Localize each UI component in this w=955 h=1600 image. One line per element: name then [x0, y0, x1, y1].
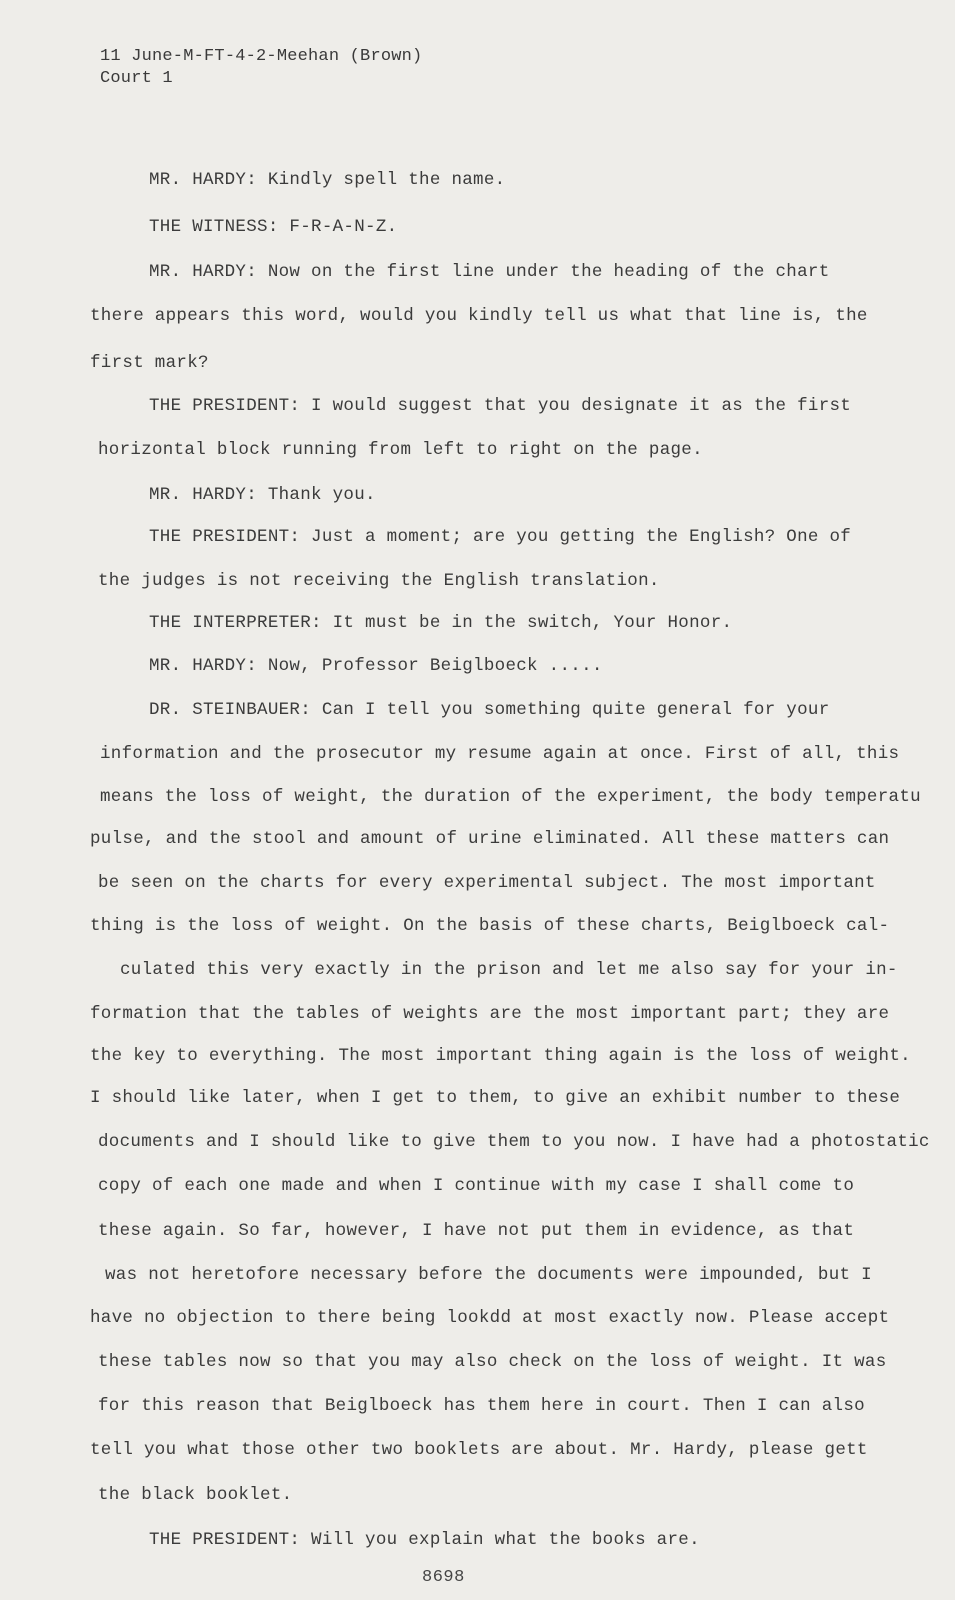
- transcript-line: MR. HARDY: Now on the first line under the heading of the chart: [149, 262, 830, 282]
- transcript-line: THE PRESIDENT: I would suggest that you designate it as the first: [149, 396, 852, 416]
- page-number: 8698: [422, 1568, 465, 1587]
- transcript-line: THE INTERPRETER: It must be in the switch, Your Honor.: [149, 613, 733, 633]
- transcript-line: DR. STEINBAUER: Can I tell you something quite general for your: [149, 700, 830, 720]
- transcript-line: culated this very exactly in the prison and let me also say for your in-: [120, 960, 898, 980]
- transcript-line: have no objection to there being lookdd at most exactly now. Please accept: [90, 1308, 890, 1328]
- transcript-line: pulse, and the stool and amount of urine eliminated. All these matters can: [90, 829, 890, 849]
- transcript-line: thing is the loss of weight. On the basis of these charts, Beiglboeck cal-: [90, 916, 890, 936]
- transcript-line: THE PRESIDENT: Will you explain what the books are.: [149, 1530, 700, 1550]
- transcript-line: means the loss of weight, the duration of the experiment, the body temperatu: [100, 787, 921, 807]
- header-line-2: Court 1: [100, 69, 173, 88]
- transcript-line: the black booklet.: [98, 1485, 293, 1505]
- transcript-line: MR. HARDY: Now, Professor Beiglboeck .....: [149, 656, 603, 676]
- transcript-line: these again. So far, however, I have not put them in evidence, as that: [98, 1221, 855, 1241]
- transcript-line: formation that the tables of weights are the most important part; they are: [90, 1004, 890, 1024]
- transcript-line: MR. HARDY: Kindly spell the name.: [149, 170, 506, 190]
- transcript-line: the judges is not receiving the English translation.: [98, 571, 660, 591]
- transcript-line: was not heretofore necessary before the documents were impounded, but I: [105, 1265, 872, 1285]
- transcript-line: these tables now so that you may also check on the loss of weight. It was: [98, 1352, 887, 1372]
- transcript-line: there appears this word, would you kindly tell us what that line is, the: [90, 306, 868, 326]
- transcript-line: THE PRESIDENT: Just a moment; are you getting the English? One of: [149, 527, 852, 547]
- transcript-line: I should like later, when I get to them, to give an exhibit number to these: [90, 1088, 901, 1108]
- transcript-line: documents and I should like to give them to you now. I have had a photostatic: [98, 1132, 930, 1152]
- transcript-line: for this reason that Beiglboeck has them here in court. Then I can also: [98, 1396, 865, 1416]
- transcript-line: MR. HARDY: Thank you.: [149, 485, 376, 505]
- transcript-line: copy of each one made and when I continue with my case I shall come to: [98, 1176, 855, 1196]
- transcript-line: first mark?: [90, 353, 209, 373]
- transcript-line: THE WITNESS: F-R-A-N-Z.: [149, 217, 398, 237]
- transcript-line: tell you what those other two booklets are about. Mr. Hardy, please gett: [90, 1440, 868, 1460]
- transcript-line: horizontal block running from left to right on the page.: [98, 440, 703, 460]
- header-line-1: 11 June-M-FT-4-2-Meehan (Brown): [100, 47, 423, 66]
- transcript-line: the key to everything. The most important thing again is the loss of weight.: [90, 1046, 911, 1066]
- document-header: [100, 46, 422, 90]
- transcript-line: be seen on the charts for every experimental subject. The most important: [98, 873, 876, 893]
- transcript-line: information and the prosecutor my resume again at once. First of all, this: [100, 744, 900, 764]
